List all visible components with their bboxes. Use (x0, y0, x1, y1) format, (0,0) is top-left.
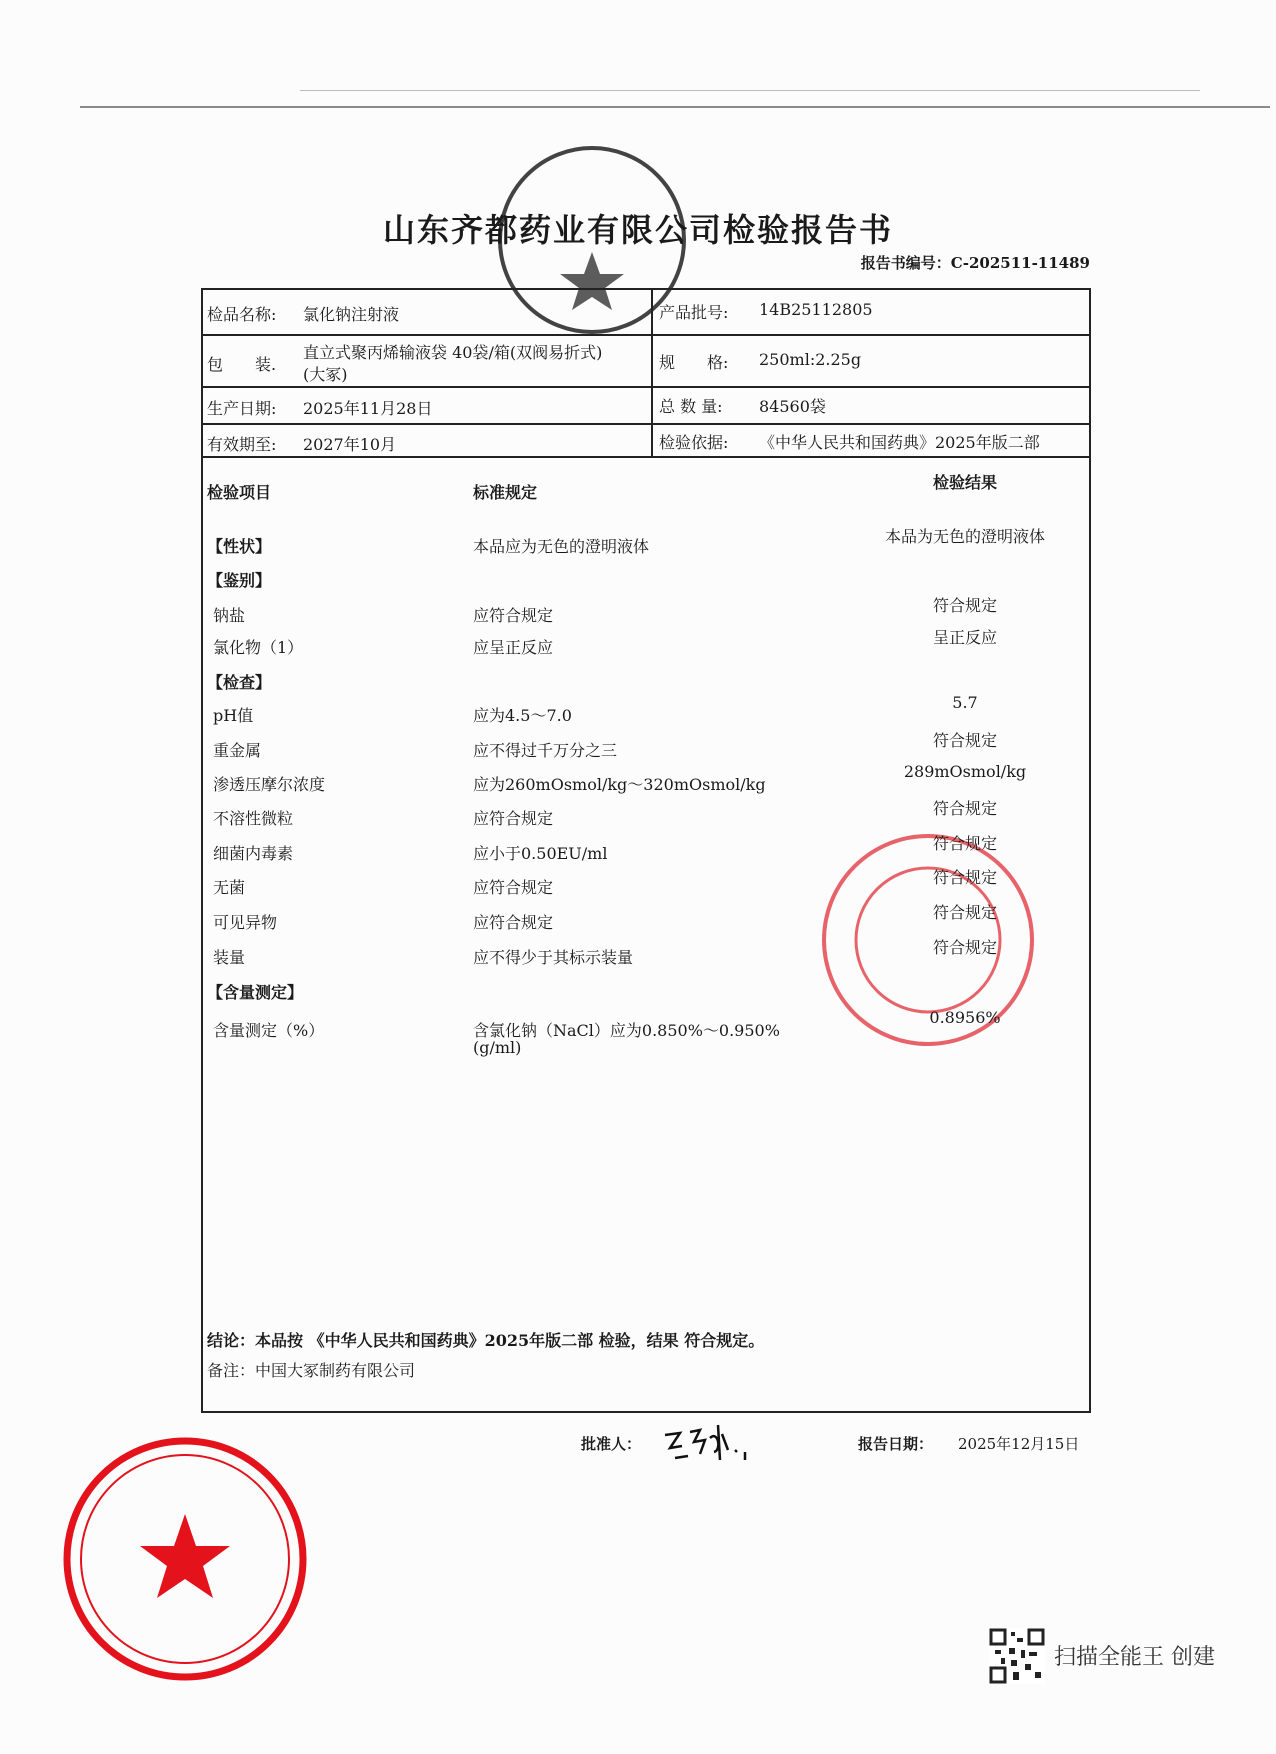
row-result: 本品为无色的澄明液体 (884, 527, 1045, 546)
mfg-date: 2025年11月28日 (303, 399, 433, 418)
batch-label: 产品批号: (659, 303, 729, 322)
basis-label: 检验依据: (659, 433, 729, 452)
row-item: 渗透压摩尔浓度 (213, 775, 326, 794)
spec: 250ml:2.25g (759, 350, 862, 369)
row-standard: 应符合规定 (473, 809, 554, 828)
row-result: 呈正反应 (932, 628, 997, 647)
row-result: 符合规定 (932, 731, 997, 750)
qr-code-icon (989, 1628, 1045, 1684)
quantity-label: 总 数 量: (659, 397, 723, 416)
col-standard-header: 标准规定 (473, 483, 538, 502)
package: 直立式聚丙烯输液袋 40袋/箱(双阀易折式) (303, 343, 603, 362)
row-result: 符合规定 (932, 903, 997, 922)
row-standard: 应为4.5～7.0 (473, 706, 572, 725)
row-item: 【含量测定】 (207, 983, 304, 1002)
batch-number: 14B25112805 (759, 300, 873, 319)
row-standard: 应小于0.50EU/ml (473, 844, 608, 863)
row-item: 氯化物（1） (213, 638, 304, 657)
row-result: 符合规定 (932, 596, 997, 615)
spec-label: 规 格: (659, 353, 729, 372)
scanner-watermark: 扫描全能王 创建 (1054, 1645, 1215, 1670)
row-standard: 含氯化钠（NaCl）应为0.850%～0.950% (473, 1021, 780, 1040)
row-standard: 应为260mOsmol/kg～320mOsmol/kg (473, 775, 766, 794)
col-item-header: 检验项目 (207, 483, 272, 502)
row-standard: 应不得少于其标示装量 (473, 948, 634, 967)
expiry-label: 有效期至: (207, 435, 277, 454)
row-item: 细菌内毒素 (213, 844, 294, 863)
row-item: 不溶性微粒 (213, 809, 294, 828)
row-item: 装量 (213, 948, 246, 967)
row-item: pH值 (213, 706, 254, 725)
product-name: 氯化钠注射液 (303, 305, 400, 324)
report-date: 2025年12月15日 (958, 1435, 1080, 1453)
product-name-label: 检品名称: (207, 305, 277, 324)
scan-line (80, 106, 1270, 108)
row-standard: 应符合规定 (473, 878, 554, 897)
row-result: 符合规定 (932, 799, 997, 818)
row-result: 符合规定 (932, 938, 997, 957)
mfg-date-label: 生产日期: (207, 399, 277, 418)
row-item: 【检查】 (207, 673, 272, 692)
report-table (201, 288, 1091, 1413)
row-standard: 应符合规定 (473, 606, 554, 625)
quantity: 84560袋 (759, 397, 826, 416)
row-item: 含量测定（%） (213, 1021, 325, 1040)
row-result: 符合规定 (932, 834, 997, 853)
row-item: 无菌 (213, 878, 246, 897)
report-title: 山东齐都药业有限公司检验报告书 (382, 211, 893, 249)
scan-line (300, 90, 1200, 91)
package-line2: (大冢) (303, 365, 348, 384)
col-result-header: 检验结果 (932, 473, 997, 492)
approver-label: 批准人： (581, 1435, 642, 1453)
row-result: 5.7 (952, 693, 978, 712)
report-date-label: 报告日期： (858, 1435, 934, 1453)
row-item: 钠盐 (213, 606, 246, 625)
approver-signature (660, 1420, 760, 1465)
row-standard: 本品应为无色的澄明液体 (473, 537, 650, 556)
row-result: 289mOsmol/kg (903, 762, 1027, 781)
expiry: 2027年10月 (303, 435, 397, 454)
row-item: 【性状】 (207, 537, 272, 556)
package-label: 包 装. (207, 355, 277, 374)
row-standard: 应呈正反应 (473, 638, 554, 657)
row-result: 符合规定 (932, 868, 997, 887)
report-number: 报告书编号：C-202511-11489 (860, 254, 1090, 272)
basis: 《中华人民共和国药典》2025年版二部 (759, 433, 1040, 452)
conclusion: 结论：本品按 《中华人民共和国药典》2025年版二部 检验，结果 符合规定。 (207, 1331, 765, 1350)
row-standard: 应不得过千万分之三 (473, 741, 618, 760)
remark: 备注：中国大冢制药有限公司 (207, 1361, 416, 1380)
row-standard: 应符合规定 (473, 913, 554, 932)
suzhou-quality-stamp (60, 1434, 310, 1684)
row-item: 可见异物 (213, 913, 278, 932)
row-item: 【鉴别】 (207, 571, 272, 590)
row-standard-line2: (g/ml) (473, 1038, 522, 1057)
row-item: 重金属 (213, 741, 262, 760)
row-result: 0.8956% (929, 1008, 1001, 1027)
